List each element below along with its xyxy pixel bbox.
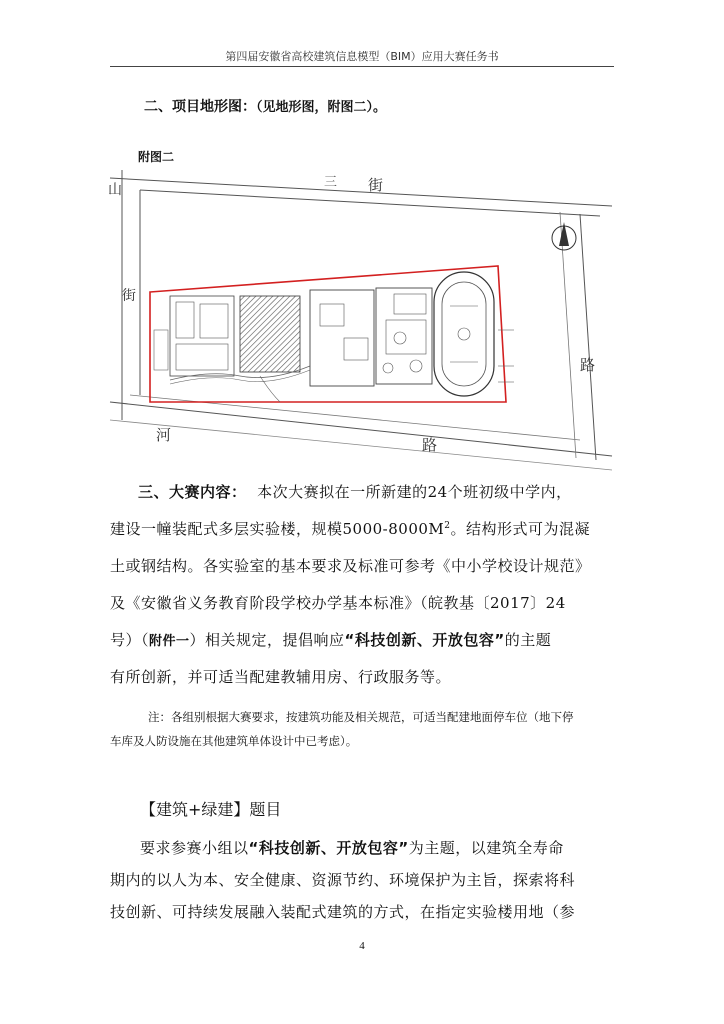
- topic-line-2: 期内的以人为本、安全健康、资源节约、环境保护为主旨，探索将科: [110, 871, 576, 889]
- map-label-lu-right: 路: [580, 356, 596, 374]
- section-3-line-3: 土或钢结构。各实验室的基本要求及标准可参考《中小学校设计规范》: [110, 557, 591, 575]
- header-rule: [110, 66, 614, 67]
- section-3-text-1: 本次大赛拟在一所新建的24个班初级中学内，: [257, 483, 572, 501]
- section-3-heading: 三、大赛内容：: [138, 483, 247, 501]
- topic-heading: 【建筑+绿建】题目: [140, 800, 282, 819]
- topic-text-1b: 为主题，以建筑全寿命: [408, 839, 564, 857]
- topic-line-3: 技创新、可持续发展融入装配式建筑的方式，在指定实验楼用地（参: [110, 903, 576, 921]
- map-label-san: 三: [324, 175, 338, 190]
- section-3-line-1: [110, 481, 614, 502]
- section-3-superscript: 2: [444, 521, 451, 531]
- section-2-heading: 二、项目地形图：: [144, 99, 256, 115]
- figure-label: 附图二: [138, 150, 175, 164]
- map-label-jie-left: 街: [122, 288, 136, 304]
- section-3-line-4: 及《安徽省义务教育阶段学校办学基本标准》（皖教基〔2017〕24: [110, 594, 566, 612]
- section-2-title: [144, 96, 386, 116]
- section-3-line-5: [110, 629, 614, 650]
- site-plan-map: [110, 170, 612, 460]
- section-2-subtitle: （见地形图，附图二）。: [256, 100, 387, 115]
- topic-line-1: [110, 837, 614, 858]
- section-3-line-6: 有所创新，并可适当配建教辅用房、行政服务等。: [110, 668, 452, 686]
- annex-1-ref: 附件一: [149, 634, 190, 649]
- page-number: 4: [359, 940, 365, 952]
- map-label-jie-top: 街: [368, 176, 384, 194]
- experimental-building-site: [240, 296, 300, 372]
- map-label-he: 河: [156, 426, 172, 444]
- theme-emphasis: “科技创新、开放包容”: [344, 631, 505, 649]
- running-header: 第四届安徽省高校建筑信息模型（BIM）应用大赛任务书: [225, 50, 499, 63]
- topic-text-1a: 要求参赛小组以: [140, 839, 249, 857]
- section-3-text-5c: 的主题: [504, 631, 552, 649]
- map-label-shan: 山: [108, 182, 122, 198]
- section-3-text-5b: ）相关规定，提倡响应: [189, 631, 345, 649]
- section-3-text-2b: 。结构形式可为混凝: [450, 520, 591, 538]
- section-3-text-2a: 建设一幢装配式多层实验楼，规模5000-8000M: [110, 520, 445, 538]
- note-line-2: 车库及人防设施在其他建筑单体设计中已考虑）。: [110, 734, 358, 748]
- note-line-1: 注：各组别根据大赛要求，按建筑功能及相关规范，可适当配建地面停车位（地下停: [148, 710, 574, 724]
- map-label-lu-bottom: 路: [422, 436, 438, 454]
- topic-theme-emphasis: “科技创新、开放包容”: [248, 839, 409, 857]
- section-3-line-2: [110, 518, 614, 539]
- section-3-text-5a: 号）（: [110, 631, 150, 649]
